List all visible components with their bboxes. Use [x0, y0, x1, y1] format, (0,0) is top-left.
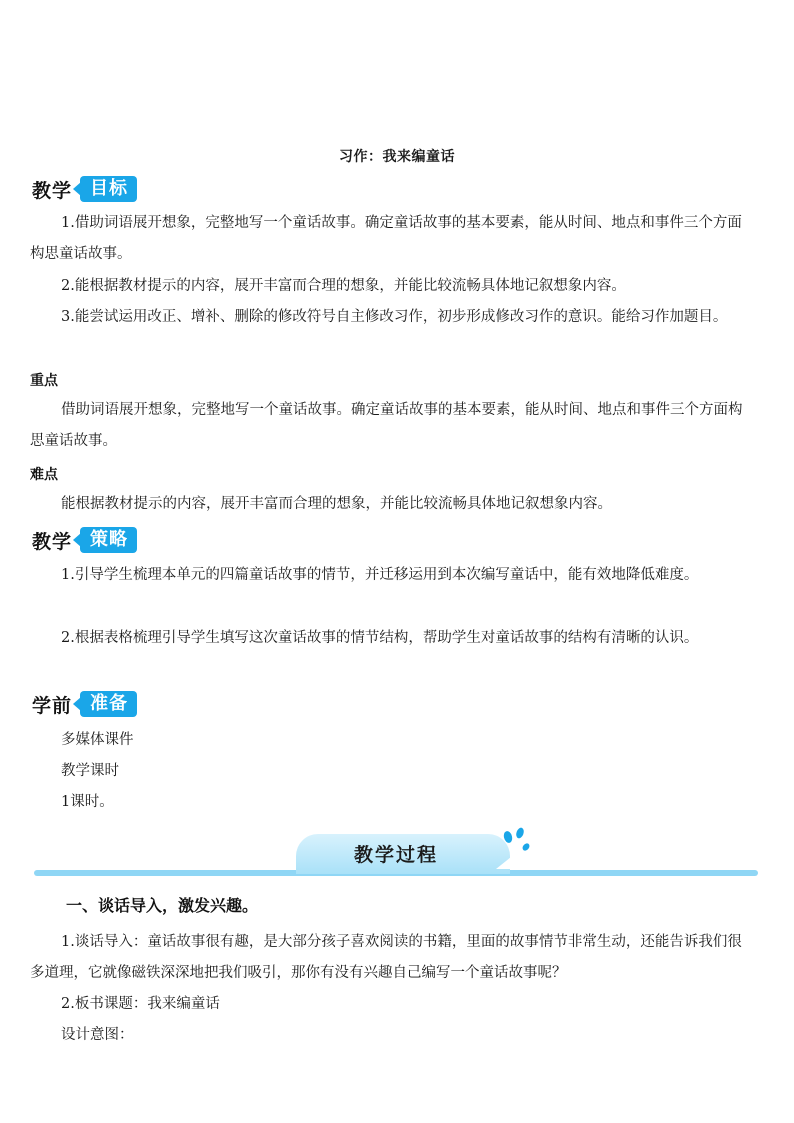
- prep-item-3: 1课时。: [61, 794, 114, 810]
- process-part1-title: 一、谈话导入，激发兴趣。: [66, 896, 259, 915]
- section-header-goals-tag: 目标: [80, 176, 137, 202]
- section-header-prep-text: 学前: [32, 694, 73, 717]
- process-banner: [34, 825, 758, 880]
- section-header-strategy: [32, 525, 137, 555]
- process-item-2: 2.板书课题：我来编童话: [61, 996, 220, 1012]
- banner-title: 教学过程: [353, 844, 438, 866]
- section-header-strategy-tag: 策略: [80, 527, 137, 553]
- page-title: 习作：我来编童话: [339, 149, 455, 165]
- process-item-1: 1.谈话导入：童话故事很有趣，是大部分孩子喜欢阅读的书籍，里面的故事情节非常生动，还能告诉我们很多道理，它就像磁铁深深地把我们吸引，那你有没有兴趣自己编写一个童话故事呢？: [30, 934, 742, 981]
- prep-item-2: 教学课时: [61, 763, 119, 779]
- goal-item-1: 1.借助词语展开想象，完整地写一个童话故事。确定童话故事的基本要素，能从时间、地点和事件三个方面构思童话故事。: [30, 215, 742, 262]
- strategy-item-1: 1.引导学生梳理本单元的四篇童话故事的情节，并迁移运用到本次编写童话中，能有效地降低难度。: [61, 567, 699, 583]
- section-header-goals-text: 教学: [32, 179, 73, 202]
- section-header-goals: [32, 174, 137, 204]
- section-header-strategy-text: 教学: [32, 530, 73, 553]
- prep-item-1: 多媒体课件: [61, 732, 134, 748]
- goal-item-2: 2.能根据教材提示的内容，展开丰富而合理的想象，并能比较流畅具体地记叙想象内容。: [61, 278, 626, 294]
- section-header-prep-tag: 准备: [80, 691, 137, 717]
- process-item-3: 设计意图：: [61, 1027, 134, 1043]
- section-header-prep: [32, 689, 137, 719]
- water-splash-icon: [494, 825, 534, 869]
- strategy-item-2: 2.根据表格梳理引导学生填写这次童话故事的情节结构，帮助学生对童话故事的结构有清晰的认识。: [61, 630, 699, 646]
- goal-item-3: 3.能尝试运用改正、增补、删除的修改符号自主修改习作，初步形成修改习作的意识。能给习作加题目。: [61, 309, 728, 325]
- difficulty-text: 能根据教材提示的内容，展开丰富而合理的想象，并能比较流畅具体地记叙想象内容。: [61, 496, 612, 512]
- difficulty-label: 难点: [30, 467, 58, 483]
- key-point-label: 重点: [30, 373, 58, 389]
- key-point-text: 借助词语展开想象，完整地写一个童话故事。确定童话故事的基本要素，能从时间、地点和事件三个方面构思童话故事。: [30, 402, 743, 449]
